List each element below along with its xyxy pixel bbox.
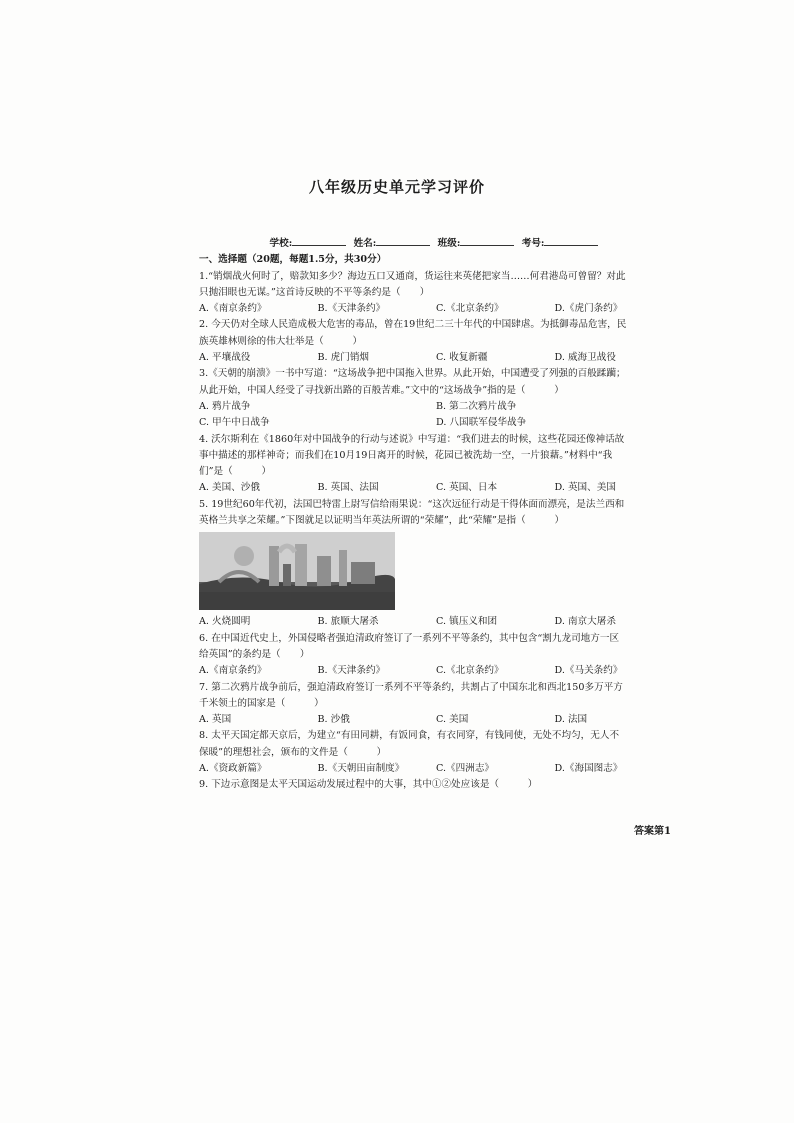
school-blank bbox=[292, 235, 346, 246]
option-b: B. 第二次鸦片战争 bbox=[436, 400, 517, 412]
question-5-text-cont: 英格兰共享之荣耀。”下图就足以证明当年英法所谓的“荣耀”，此“荣耀”是指（ ） bbox=[199, 515, 565, 527]
option-c: C. 甲午中日战争 bbox=[199, 417, 270, 429]
option-a: A. 鸦片战争 bbox=[199, 400, 251, 412]
question-1-text: 1.“销烟战火何时了，赔款知多少？海边五口又通商，货运往来英佬把家当……何君港岛可曾留？对此 bbox=[199, 270, 626, 282]
option-c: C.《北京条约》 bbox=[436, 665, 504, 677]
option-c: C.《北京条约》 bbox=[436, 303, 504, 315]
question-1-options bbox=[199, 301, 673, 317]
option-a: A.《资政新篇》 bbox=[199, 763, 267, 775]
name-label: 姓名: bbox=[353, 238, 377, 249]
ruins-photo bbox=[199, 532, 395, 610]
question-4-text-cont2: 们”是（ ） bbox=[199, 466, 272, 478]
option-d: D. 法国 bbox=[554, 714, 588, 726]
option-b: B. 旅顺大屠杀 bbox=[317, 616, 379, 628]
option-b: B.《天津条约》 bbox=[317, 303, 386, 315]
question-8-options bbox=[199, 761, 673, 777]
school-label: 学校: bbox=[269, 238, 293, 249]
option-d: D. 八国联军侵华战争 bbox=[436, 417, 527, 429]
option-d: D.《虎门条约》 bbox=[554, 303, 623, 315]
question-3-options-row2 bbox=[199, 415, 673, 431]
option-d: D.《马关条约》 bbox=[554, 665, 623, 677]
option-a: A. 平壤战役 bbox=[199, 352, 251, 364]
option-a: A. 火烧圆明 bbox=[199, 616, 251, 628]
option-d: D. 南京大屠杀 bbox=[554, 616, 616, 628]
question-3-text: 3.《天朝的崩溃》一书中写道：“这场战争把中国拖入世界。从此开始，中国遭受了列强的百般蹂躏； bbox=[199, 368, 626, 380]
student-info-row bbox=[199, 235, 673, 251]
question-6-text: 6. 在中国近代史上，外国侵略者强迫清政府签订了一系列不平等条约，其中包含“割九龙司地方一区 bbox=[199, 632, 620, 644]
option-b: B.《天朝田亩制度》 bbox=[317, 763, 405, 775]
section-heading: 一、选择题（20题，每题1.5分，共30分） bbox=[199, 254, 387, 266]
option-d: D.《海国图志》 bbox=[554, 763, 623, 775]
question-7-options bbox=[199, 712, 673, 728]
question-8-text-cont: 保暖”的理想社会，颁布的文件是（ ） bbox=[199, 746, 387, 758]
class-label: 班级: bbox=[437, 238, 461, 249]
question-4-options bbox=[199, 480, 673, 496]
option-c: C. 美国 bbox=[436, 714, 469, 726]
question-4-text: 4. 沃尔斯利在《1860年对中国战争的行动与述说》中写道：“我们进去的时候，这些花园还像神话故 bbox=[199, 433, 625, 445]
exam-content bbox=[199, 235, 673, 794]
question-2-options bbox=[199, 350, 673, 366]
option-c: C. 收复新疆 bbox=[436, 352, 488, 364]
question-2-text-cont: 族英雄林则徐的伟大壮举是（ ） bbox=[199, 335, 363, 347]
option-b: B. 虎门销烟 bbox=[317, 352, 370, 364]
option-d: D. 威海卫战役 bbox=[554, 352, 616, 364]
question-4-text-cont: 事中描述的那样神奇；而我们在10月19日离开的时候，花园已被洗劫一空，一片狼藉。”材料中“我 bbox=[199, 449, 613, 461]
question-3-text-cont: 从此开始，中国人经受了寻找新出路的百般苦难。”文中的“这场战争”指的是（ ） bbox=[199, 384, 564, 396]
option-b: B.《天津条约》 bbox=[317, 665, 386, 677]
option-b: B. 沙俄 bbox=[317, 714, 350, 726]
question-9-text: 9. 下边示意图是太平天国运动发展过程中的大事，其中①②处应该是（ ） bbox=[199, 779, 538, 791]
question-5-text: 5. 19世纪60年代初，法国巴特雷上尉写信给雨果说：“这次远征行动是干得体面而漂亮，是法兰西和 bbox=[199, 498, 625, 510]
option-a: A. 英国 bbox=[199, 714, 232, 726]
option-d: D. 英国、美国 bbox=[554, 482, 616, 494]
question-1-text-cont: 只抛泪眼也无谋。”这首诗反映的不平等条约是（ ） bbox=[199, 286, 430, 298]
question-6-options bbox=[199, 663, 673, 679]
question-8-text: 8. 太平天国定都天京后，为建立“有田同耕，有饭同食，有衣同穿，有钱同使，无处不均匀，无人不 bbox=[199, 730, 620, 742]
option-c: C.《四洲志》 bbox=[436, 763, 495, 775]
option-c: C. 镇压义和团 bbox=[436, 616, 498, 628]
page-footer: 答案第1 bbox=[634, 826, 671, 837]
name-blank bbox=[376, 235, 430, 246]
question-2-text: 2. 今天仍对全球人民造成极大危害的毒品，曾在19世纪二三十年代的中国肆虐。为抵御毒品危害，民 bbox=[199, 319, 627, 331]
ruins-illustration bbox=[199, 532, 395, 610]
exam-no-blank bbox=[544, 235, 598, 246]
option-b: B. 英国、法国 bbox=[317, 482, 379, 494]
question-6-text-cont: 给英国”的条约是（ ） bbox=[199, 648, 310, 660]
exam-no-label: 考号: bbox=[521, 238, 545, 249]
option-a: A. 美国、沙俄 bbox=[199, 482, 260, 494]
class-blank bbox=[460, 235, 514, 246]
page-title: 八年级历史单元学习评价 bbox=[308, 178, 485, 196]
question-7-text-cont: 千米领土的国家是（ ） bbox=[199, 697, 324, 709]
option-a: A.《南京条约》 bbox=[199, 665, 267, 677]
option-c: C. 英国、日本 bbox=[436, 482, 498, 494]
question-5-options bbox=[199, 614, 673, 630]
question-3-options-row1 bbox=[199, 399, 673, 415]
question-7-text: 7. 第二次鸦片战争前后，强迫清政府签订一系列不平等条约，共割占了中国东北和西北150多万平方 bbox=[199, 681, 623, 693]
option-a: A.《南京条约》 bbox=[199, 303, 267, 315]
